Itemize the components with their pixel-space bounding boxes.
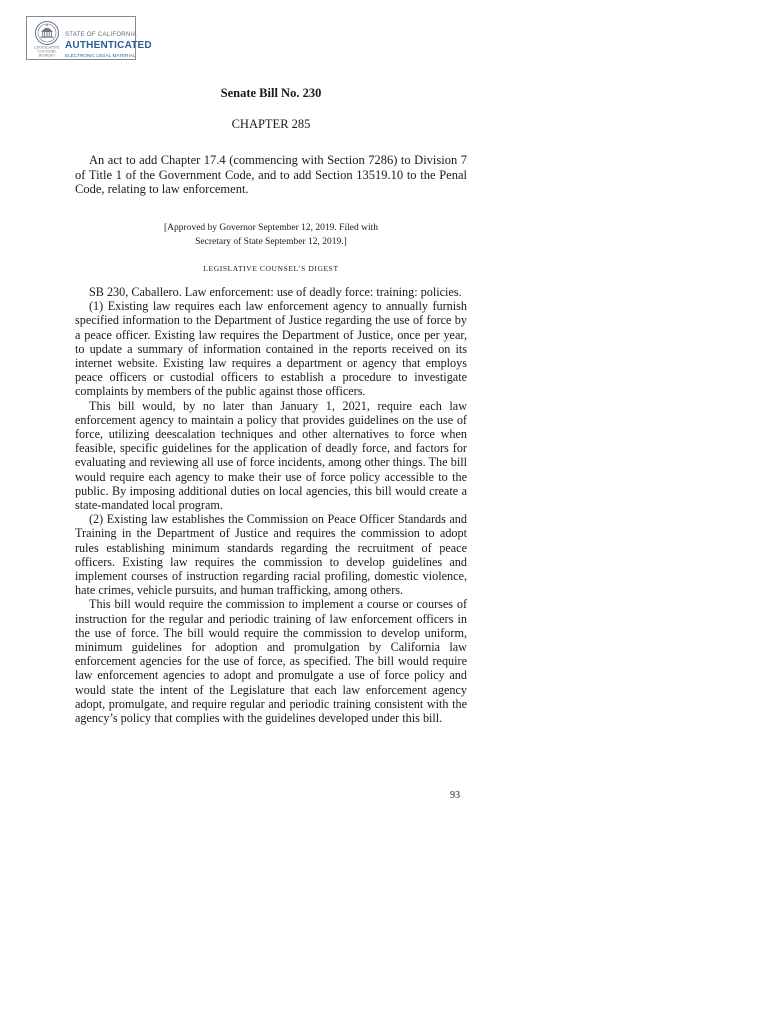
approval-note bbox=[0, 221, 542, 249]
approval-line-2: Secretary of State September 12, 2019.] bbox=[195, 237, 347, 247]
seal-text-1: LEGISLATIVE bbox=[34, 45, 60, 50]
act-description: An act to add Chapter 17.4 (commencing with Section 7286) to Division 7 of Title 1 of the Government Code, and to add Section 13519.10 to the Penal Code, relating to law enforcement. bbox=[75, 153, 467, 196]
digest-paragraph: (2) Existing law establishes the Commission on Peace Officer Standards and Training in the Department of Justice and requires the commission to adopt rules establishing minimum standards regarding the recruitment of peace officers. Existing law requires the commission to develop guidelines and implement courses of instruction regarding racial profiling, domestic violence, hate crimes, vehicle pursuits, and human trafficking, among others. bbox=[75, 512, 467, 598]
badge-state-label: STATE OF CALIFORNIA bbox=[65, 32, 137, 38]
digest-paragraph: SB 230, Caballero. Law enforcement: use of deadly force: training: policies. bbox=[89, 285, 462, 299]
capitol-seal-icon bbox=[31, 20, 63, 58]
bill-title: Senate Bill No. 230 bbox=[220, 86, 322, 100]
approval-line-1: [Approved by Governor September 12, 2019. Filed with bbox=[164, 223, 378, 233]
digest-body bbox=[75, 285, 467, 725]
badge-authenticated-label: AUTHENTICATED bbox=[65, 40, 152, 51]
authentication-badge bbox=[26, 16, 152, 60]
seal-text-2: COUNSEL bbox=[37, 49, 57, 54]
digest-heading: LEGISLATIVE COUNSEL’S DIGEST bbox=[203, 264, 339, 273]
seal-text-3: BUREAU bbox=[38, 53, 56, 58]
digest-paragraph: This bill would require the commission to implement a course or courses of instruction for the regular and periodic training of law enforcement officers in the use of force. The bill would require the commission to develop uniform, minimum guidelines for adoption and promulgation by California law enforcement agencies for the use of force, as specified. The bill would require law enforcement agencies to adopt and promulgate a use of force policy and would state the intent of the Legislature that each law enforcement agency adopt, promulgate, and require regular and periodic training consistent with the agency’s policy that complies with the guidelines developed under this bill. bbox=[75, 597, 467, 726]
chapter-heading: CHAPTER 285 bbox=[231, 117, 311, 131]
digest-paragraph: This bill would, by no later than January 1, 2021, require each law enforcement agency to maintain a policy that provides guidelines on the use of force, utilizing deescalation techniques and other alternatives to force when feasible, specific guidelines for the application of deadly force, and factors for evaluating and reviewing all use of force incidents, among other things. The bill would require each agency to make their use of force policy accessible to the public. By imposing additional duties on local agencies, this bill would create a state-mandated local program. bbox=[75, 398, 467, 513]
badge-subtitle: ELECTRONIC LEGAL MATERIAL bbox=[65, 53, 136, 58]
digest-paragraph: (1) Existing law requires each law enforcement agency to annually furnish specified information to the Department of Justice regarding the use of force by a peace officer. Existing law requires the Department of Justice, once per year, to update a summary of information contained in the reports received on its internet website. Existing law requires a department or agency that employs peace officers or custodial officers to establish a procedure to investigate complaints by members of the public against those officers. bbox=[75, 299, 467, 399]
page-number: 93 bbox=[450, 790, 460, 801]
